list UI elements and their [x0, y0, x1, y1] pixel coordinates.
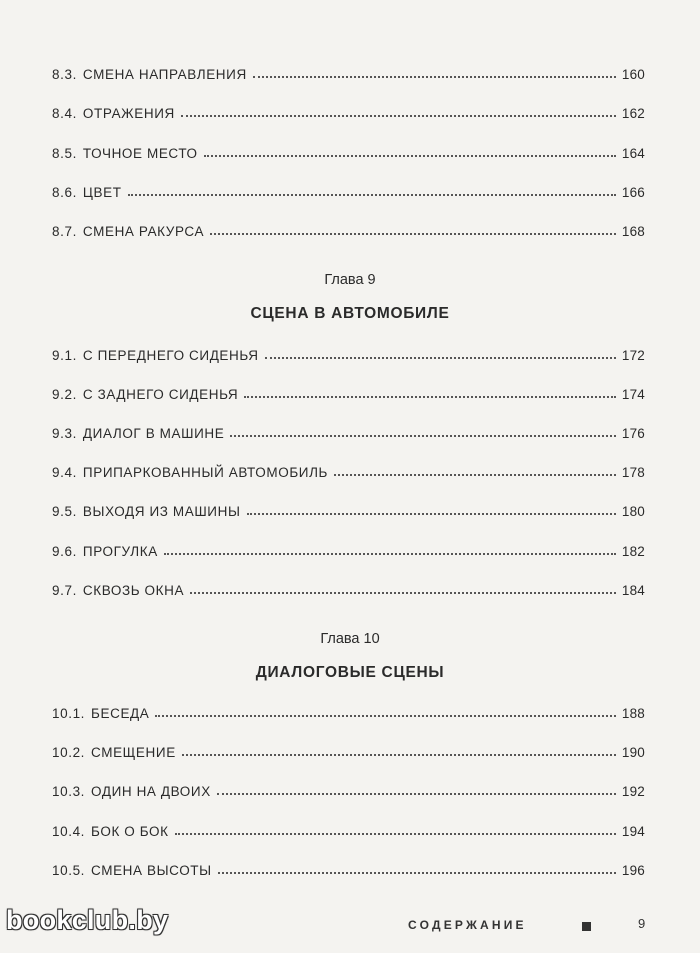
entry-title: С ЗАДНЕГО СИДЕНЬЯ [82, 387, 239, 402]
entry-number: 8.6. [52, 185, 77, 200]
toc-entry [52, 497, 645, 519]
watermark: bookclub.by [6, 905, 169, 935]
entry-number: 8.4. [52, 106, 77, 121]
square-marker-icon [582, 922, 591, 931]
dot-leader [181, 115, 616, 117]
dot-leader [230, 435, 616, 437]
toc-entry [52, 217, 645, 239]
entry-title: ВЫХОДЯ ИЗ МАШИНЫ [82, 504, 241, 519]
toc-entry [52, 380, 645, 402]
toc-entry [52, 178, 645, 200]
toc-entry [52, 817, 645, 839]
entry-number: 10.3. [52, 784, 86, 799]
entry-page: 168 [621, 224, 645, 239]
entry-number: 8.3. [52, 67, 77, 82]
dot-leader [204, 155, 616, 157]
page-number: 9 [638, 916, 646, 931]
dot-leader [182, 754, 616, 756]
entry-page: 164 [621, 146, 645, 161]
entry-page: 196 [621, 863, 645, 878]
toc-entry [52, 99, 645, 121]
dot-leader [164, 553, 616, 555]
entry-number: 10.5. [52, 863, 86, 878]
entry-number: 9.4. [52, 465, 77, 480]
entry-number: 8.7. [52, 224, 77, 239]
toc-entry [52, 458, 645, 480]
toc-entry [52, 537, 645, 559]
entry-number: 9.3. [52, 426, 77, 441]
entry-title: ОТРАЖЕНИЯ [82, 106, 175, 121]
entry-page: 162 [621, 106, 645, 121]
toc-entry [52, 777, 645, 799]
toc-entry [52, 699, 645, 721]
dot-leader [155, 715, 615, 717]
entry-title: ТОЧНОЕ МЕСТО [82, 146, 198, 161]
entry-number: 10.4. [52, 824, 86, 839]
dot-leader [244, 396, 616, 398]
dot-leader [190, 592, 616, 594]
dot-leader [253, 76, 616, 78]
entry-page: 180 [621, 504, 645, 519]
toc-entry [52, 856, 645, 878]
dot-leader [265, 357, 616, 359]
entry-title: ЦВЕТ [82, 185, 122, 200]
dot-leader [210, 233, 616, 235]
chapter-label: Глава 10 [320, 631, 380, 647]
entry-number: 10.2. [52, 745, 86, 760]
entry-title: С ПЕРЕДНЕГО СИДЕНЬЯ [82, 348, 259, 363]
dot-leader [217, 793, 616, 795]
entry-number: 8.5. [52, 146, 77, 161]
entry-page: 188 [621, 706, 645, 721]
entry-page: 174 [621, 387, 645, 402]
entry-title: БЕСЕДА [91, 706, 150, 721]
entry-page: 184 [621, 583, 645, 598]
entry-page: 166 [621, 185, 645, 200]
entry-title: ОДИН НА ДВОИХ [91, 784, 211, 799]
entry-page: 160 [621, 67, 645, 82]
dot-leader [334, 474, 616, 476]
dot-leader [218, 872, 616, 874]
entry-title: СМЕНА РАКУРСА [82, 224, 205, 239]
entry-number: 9.7. [52, 583, 77, 598]
entry-title: СМЕЩЕНИЕ [91, 745, 176, 760]
entry-title: ПРИПАРКОВАННЫЙ АВТОМОБИЛЬ [82, 465, 328, 480]
entry-number: 9.2. [52, 387, 77, 402]
entry-page: 182 [621, 544, 645, 559]
dot-leader [128, 194, 616, 196]
entry-number: 9.5. [52, 504, 77, 519]
toc-entry [52, 341, 645, 363]
entry-title: СКВОЗЬ ОКНА [82, 583, 185, 598]
dot-leader [247, 513, 616, 515]
entry-number: 10.1. [52, 706, 86, 721]
chapter-title: СЦЕНА В АВТОМОБИЛЕ [250, 305, 450, 322]
entry-page: 172 [621, 348, 645, 363]
entry-page: 190 [621, 745, 645, 760]
entry-title: ПРОГУЛКА [82, 544, 158, 559]
entry-title: СМЕНА НАПРАВЛЕНИЯ [82, 67, 247, 82]
entry-page: 192 [621, 784, 645, 799]
chapter-label: Глава 9 [324, 272, 376, 288]
chapter-title: ДИАЛОГОВЫЕ СЦЕНЫ [255, 664, 445, 681]
entry-page: 178 [621, 465, 645, 480]
toc-entry [52, 139, 645, 161]
running-title: СОДЕРЖАНИЕ [408, 918, 527, 932]
toc-entry [52, 738, 645, 760]
entry-number: 9.1. [52, 348, 77, 363]
toc-entry [52, 60, 645, 82]
entry-title: БОК О БОК [91, 824, 169, 839]
entry-page: 194 [621, 824, 645, 839]
entry-title: СМЕНА ВЫСОТЫ [91, 863, 212, 878]
entry-title: ДИАЛОГ В МАШИНЕ [82, 426, 225, 441]
toc-entry [52, 419, 645, 441]
entry-number: 9.6. [52, 544, 77, 559]
dot-leader [175, 833, 616, 835]
entry-page: 176 [621, 426, 645, 441]
toc-entry [52, 576, 645, 598]
